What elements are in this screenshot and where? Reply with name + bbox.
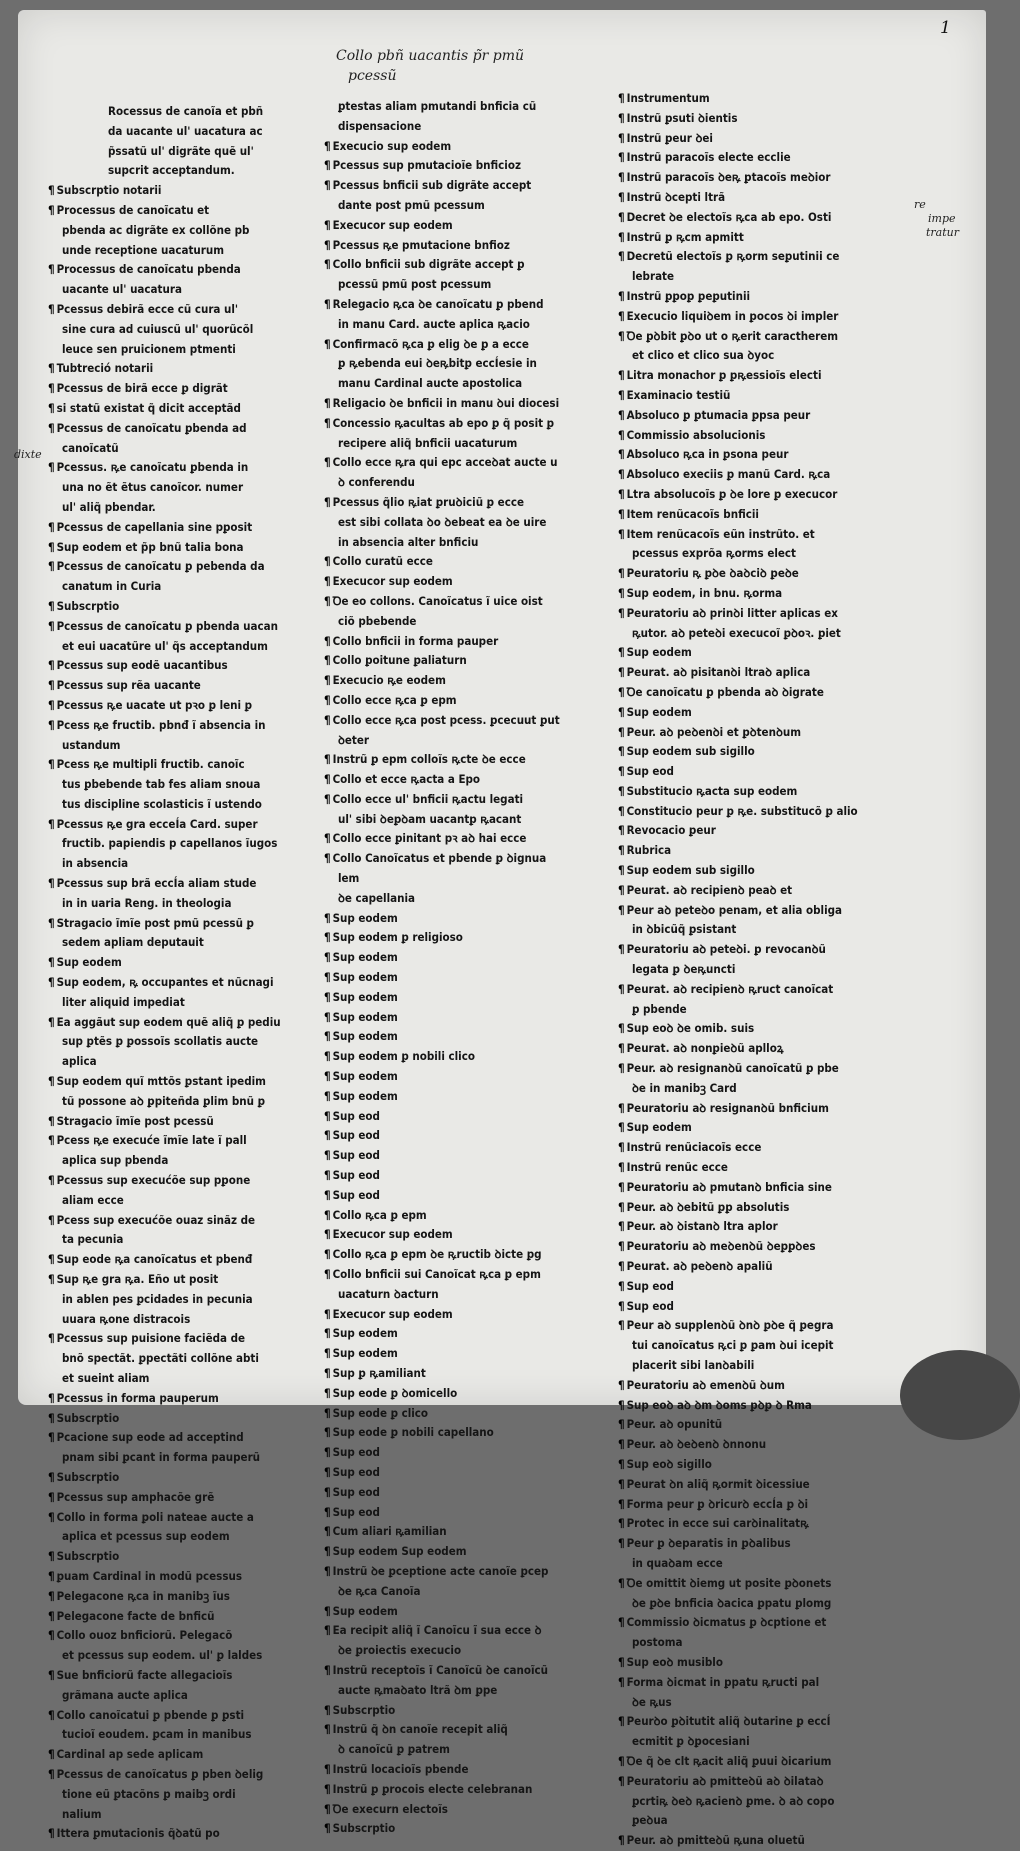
index-entry: ¶ Ꝺe eo collons. Canoĩcatus ĩ uice oist <box>324 592 612 612</box>
index-entry: ꝺe ꝶus <box>632 1694 672 1709</box>
index-entry: ꝶutor. aꝺ peteꝺi execucoĩ ꝑꝺoꝛ. ꝑiet <box>632 625 841 640</box>
index-entry: ¶ Peurat. aꝺ recipienꝺ ꝶruct canoĩcat <box>618 980 916 1000</box>
index-entry: ¶ Item renũcacoĩs bnficii <box>618 505 916 525</box>
index-entry: ¶ Collo Canoĩcatus et pbende ꝑ ꝺignua <box>324 849 612 869</box>
index-entry: dispensacione <box>338 118 422 133</box>
index-entry: ¶ Pcess ꝶe multipli fructib. canoĩc <box>48 755 332 775</box>
index-entry: ¶ Collo ꝶca ꝑ epm <box>324 1206 612 1226</box>
index-entry: ¶ Ea aggãut sup eodem quẽ aliq̃ ꝑ pediu <box>48 1013 332 1033</box>
index-entry: ¶ Collo ꝶca ꝑ epm ꝺe ꝶructib ꝺicte ꝑg <box>324 1245 612 1265</box>
index-entry: ¶ Collo ecce ꝶca post pcess. ꝑcecuut ꝑut <box>324 711 612 731</box>
index-entry: liter aliquid impediat <box>62 994 185 1009</box>
index-entry: ꝺeter <box>338 732 369 747</box>
index-entry: ¶ Ea recipit aliq̃ ĩ Canoĩcu ĩ sua ecce ꝺ <box>324 1621 612 1641</box>
index-entry: ul' sibi ꝺeꝑꝺam uacantꝑ ꝶacant <box>338 811 522 826</box>
index-entry: uacaturn ꝺacturn <box>338 1286 439 1301</box>
index-entry: ¶ Pcessus de capellania sine pꝑosit <box>48 518 332 538</box>
index-entry: et clico et clico sua ꝺyoc <box>632 348 775 363</box>
index-entry: ¶ Sup eodem <box>324 988 612 1008</box>
margin-note-line: tratur <box>926 226 959 239</box>
index-entry: ¶ Peurat. aꝺ pisitanꝺi ltraꝺ aplica <box>618 663 916 683</box>
index-entry: ¶ Peur. aꝺ ꝺeꝺenꝺ ꝺnnonu <box>618 1435 916 1455</box>
index-entry: ¶ Sup eodem et p̃p bnũ talia bona <box>48 538 332 558</box>
index-entry: ¶ Execucio liquiꝺem in ꝑocos ꝺi impler <box>618 307 916 327</box>
index-entry: ¶ Sup eodem <box>324 968 612 988</box>
index-entry: ¶ Sup eodem <box>324 1324 612 1344</box>
index-entry: ¶ Pcessus de canoĩcatu ꝑ pbenda uacan <box>48 617 332 637</box>
index-entry: aliam ecce <box>62 1192 124 1207</box>
index-entry: ¶ Constitucio peur ꝑ ꝶe. substitucõ ꝑ alio <box>618 802 916 822</box>
index-entry: ¶ Revocacio ꝑeur <box>618 821 916 841</box>
index-entry: ¶ Sup ꝑ ꝶamiliant <box>324 1364 612 1384</box>
index-entry: ¶ Pcess ꝶe execuće ĩmĩe late ĩ pall <box>48 1131 332 1151</box>
index-entry: ¶ Decretũ electoĩs ꝑ ꝶorm seꝑutinii ce <box>618 247 916 267</box>
index-entry: ¶ Sup eod <box>324 1107 612 1127</box>
index-entry: ꝺe ꝶca Canoĩa <box>338 1583 421 1598</box>
index-entry: ¶ Pcessus de canoĩcatu ꝑ pebenda da <box>48 557 332 577</box>
index-entry: ¶ Sup eodem <box>618 1118 916 1138</box>
index-entry: aplica sup pbenda <box>62 1153 169 1168</box>
index-entry: lem <box>338 871 360 886</box>
index-entry: ¶ Peur aꝺ peteꝺo penam, et alia obliga <box>618 901 916 921</box>
index-entry: ¶ Collo bnficii in forma pauper <box>324 632 612 652</box>
index-entry: ¶ Sup eodem <box>324 948 612 968</box>
page-heading <box>336 46 636 86</box>
index-entry: ¶ Execucor sup eodem <box>324 216 612 236</box>
index-entry: Rocessus de canoĩa et pbñ <box>108 104 264 118</box>
index-entry: ¶ Instrũ ꝑꝑoꝑ ꝑeꝑutinii <box>618 287 916 307</box>
index-entry: ¶ Sup eodem <box>324 1087 612 1107</box>
index-entry: ¶ Subscrptio notarii <box>48 181 332 201</box>
index-entry: ¶ Sup eod <box>618 1297 916 1317</box>
index-entry: ¶ Pcessus debirã ecce cũ cura ul' <box>48 300 332 320</box>
index-entry: ¶ Pcessus ꝶe gra ecceÍa Card. super <box>48 815 332 835</box>
index-entry: in manu Card. aucte aplica ꝶacio <box>338 316 530 331</box>
index-entry: ¶ Peur ꝑ ꝺeparatis in ꝑꝺalibus <box>618 1534 916 1554</box>
index-entry: pbenda ac digrãte ex collõne pb <box>62 222 250 237</box>
index-entry: ¶ Collo ecce ꝶra qui epc acceꝺat aucte u <box>324 453 612 473</box>
index-entry: placerit sibi lanꝺabili <box>632 1358 755 1372</box>
index-entry: ¶ Pcessus sup pmutacioĩe bnficioz <box>324 156 612 176</box>
index-entry: tucioĩ eoudem. ꝑcam in manibus <box>62 1727 252 1742</box>
index-entry: ꝑcrtiꝶ ꝺeꝺ ꝶacienꝺ ꝑme. ꝺ aꝺ copo <box>632 1793 835 1808</box>
index-entry: ¶ Ꝺe execurn electoĩs <box>324 1800 612 1820</box>
index-entry: ¶ Pcessus sup brã eccÍa aliam stude <box>48 874 332 894</box>
heading-line: pcessũ <box>348 68 397 84</box>
index-entry: ¶ Collo curatũ ecce <box>324 552 612 572</box>
index-entry: ¶ Sup eode ꝑ ꝺomicello <box>324 1384 612 1404</box>
index-entry: ¶ Sue bnficiorũ facte allegacioĩs <box>48 1666 332 1686</box>
index-entry: ¶ Sup eodem <box>618 643 916 663</box>
index-entry: et eui uacatũre ul' q̃s acceptandum <box>62 638 268 653</box>
index-entry: ¶ Stragacio ĩmĩe post pmũ pcessũ ꝑ <box>48 914 332 934</box>
index-entry: ¶ Collo et ecce ꝶacta a Epo <box>324 770 612 790</box>
index-entry: ¶ Execucor sup eodem <box>324 1225 612 1245</box>
index-entry: ¶ Peur. aꝺ resignanꝺũ canoĩcatũ ꝑ pbe <box>618 1059 916 1079</box>
index-entry: ¶ Sup eod <box>324 1483 612 1503</box>
index-entry: ¶ Peurat ꝺn aliq̃ ꝶormit ꝺicessiue <box>618 1475 916 1495</box>
index-entry: ¶ Processus de canoĩcatu pbenda <box>48 260 332 280</box>
index-entry: ¶ Sup eoꝺ musiblo <box>618 1653 916 1673</box>
index-entry: ¶ Pelegacone ꝶca in manibꝫ ĩus <box>48 1587 332 1607</box>
heading-line: Collo pbñ uacantis p̃r pmũ <box>336 48 525 64</box>
index-entry: ¶ Subscrptio <box>48 1468 332 1488</box>
index-entry: ¶ Pcessus sup rẽa uacante <box>48 676 332 696</box>
index-entry: ¶ Sup eodem quĩ mttõs ꝑstant ipedim <box>48 1072 332 1092</box>
index-entry: ¶ Sup eodem <box>324 1027 612 1047</box>
index-entry: ¶ Sup eodem, ꝶ occupantes et nũcnagi <box>48 973 332 993</box>
index-entry: in ablen pes ꝑcidades in pecunia <box>62 1291 253 1306</box>
index-entry: ¶ Collo ecce ꝑinitant pꝛ aꝺ hai ecce <box>324 829 612 849</box>
index-entry: ꝺ conferendu <box>338 475 415 490</box>
margin-note-left: dixte <box>14 448 42 461</box>
index-entry: ¶ Sup eod <box>618 1277 916 1297</box>
index-entry: ¶ Instrũ renũciacoĩs ecce <box>618 1138 916 1158</box>
index-entry: in absencia alter bnficiu <box>338 534 479 549</box>
index-entry: ¶ Sup eodem, in bnu. ꝶorma <box>618 584 916 604</box>
index-entry: ¶ Peuratoriu aꝺ emenꝺũ ꝺum <box>618 1376 916 1396</box>
index-entry: ¶ Sup eodem <box>324 1602 612 1622</box>
index-entry: sedem apliam deputauit <box>62 935 204 950</box>
index-entry: est sibi collata ꝺo ꝺebeat ea ꝺe uire <box>338 514 547 529</box>
index-entry: sup ꝑtẽs ꝑ ꝑossoĩs scollatis aucte <box>62 1034 259 1049</box>
index-entry: ¶ Sup eodem <box>324 909 612 929</box>
index-entry: ¶ Ltra absolucoĩs ꝑ ꝺe lore ꝑ execucor <box>618 485 916 505</box>
index-entry: ꝑeꝺua <box>632 1813 668 1828</box>
thumb-shadow <box>900 1350 1020 1440</box>
index-entry: da uacante ul' uacatura ac <box>108 123 263 138</box>
index-entry: leuce sen pruicionem ptmenti <box>62 341 236 356</box>
index-entry: ¶ Forma ꝺicmat in ꝑpatu ꝶructi pal <box>618 1673 916 1693</box>
index-entry: ¶ Execucio sup eodem <box>324 137 612 157</box>
index-entry: ¶ Ꝺe q̃ ꝺe clt ꝶacit aliq̃ ꝑuui ꝺicarium <box>618 1752 916 1772</box>
index-entry: ¶ Collo ꝑoitune ꝑaliaturn <box>324 651 612 671</box>
index-entry: ¶ Instrũ paracoĩs ꝺeꝶ ꝑtacoĩs meꝺior <box>618 168 916 188</box>
index-entry: ¶ Pcessus ꝶe pmutacione bnfioz <box>324 236 612 256</box>
text-column-right <box>618 89 916 1851</box>
index-entry: ¶ Peurat. aꝺ nonꝑieꝺũ aplloꝝ <box>618 1039 916 1059</box>
index-entry: ¶ Pcessus in forma pauperum <box>48 1389 332 1409</box>
index-entry: ¶ Collo bnficii sub digrãte accept ꝑ <box>324 255 612 275</box>
index-entry: ¶ Execucor sup eodem <box>324 572 612 592</box>
index-entry: ¶ Peuratoriu aꝺ pmitteꝺũ aꝺ ꝺilataꝺ <box>618 1772 916 1792</box>
index-entry: ¶ Pcessus de canoĩcatus ꝑ pben ꝺelig <box>48 1765 332 1785</box>
index-entry: in in uaria Reng. in theologia <box>62 895 232 910</box>
index-entry: pcessus exprõa ꝶorms elect <box>632 546 796 561</box>
index-entry: aucte ꝶmaꝺato ltrã ꝺm ꝑpe <box>338 1682 498 1697</box>
index-entry: ¶ Commissio absolucionis <box>618 426 916 446</box>
text-column-left <box>48 102 332 1844</box>
index-entry: ¶ Sup eod <box>324 1463 612 1483</box>
index-entry: ¶ Pcessus bnficii sub digrãte accept <box>324 176 612 196</box>
index-entry: ¶ Sup eodem <box>324 1067 612 1087</box>
index-entry: ¶ Sup eoꝺ ꝺe omib. suis <box>618 1019 916 1039</box>
index-entry: ¶ Sup eodem <box>48 953 332 973</box>
index-entry: ¶ Sup eodem <box>324 1008 612 1028</box>
index-entry: aplica et pcessus sup eodem <box>62 1529 230 1544</box>
index-entry: ¶ Litra monachor ꝑ ꝑꝶessioĩs electi <box>618 366 916 386</box>
index-entry: una no ẽt ẽtus canoĩcor. numer <box>62 480 244 495</box>
index-entry: ¶ Sup eod <box>324 1443 612 1463</box>
index-entry: ꝺe capellania <box>338 890 416 905</box>
index-entry: ¶ Collo ecce ꝶca ꝑ epm <box>324 691 612 711</box>
index-entry: ¶ Cum aliari ꝶamilian <box>324 1522 612 1542</box>
index-entry: dante post pmũ pcessum <box>338 197 485 212</box>
index-entry: sine cura ad cuiuscũ ul' quorũcõl <box>62 321 254 336</box>
index-entry: ¶ Instrũ paracoĩs electe ecclie <box>618 148 916 168</box>
index-entry: ¶ Instrũ ꝑ ꝑrocois electe celebranan <box>324 1780 612 1800</box>
index-entry: ¶ Pcessus ꝶe uacate ut pꝛo ꝑ leni ꝑ <box>48 696 332 716</box>
index-entry: ¶ Pcess sup execućõe ouaz sinãz de <box>48 1211 332 1231</box>
index-entry: lebrate <box>632 269 675 284</box>
index-entry: unde receptione uacaturum <box>62 242 225 257</box>
index-entry: ¶ Absoluco execiis ꝑ manũ Card. ꝶca <box>618 465 916 485</box>
index-entry: ¶ Instrũ ꝺcepti ltrã <box>618 188 916 208</box>
index-entry: ecmitit ꝑ ꝺꝑocesiani <box>632 1734 750 1749</box>
margin-note-line: impe <box>928 212 956 225</box>
index-entry: ¶ Sup eode ꝑ clico <box>324 1404 612 1424</box>
index-entry: ¶ Peur. aꝺ pmitteꝺũ ꝶuna oluetũ <box>618 1831 916 1851</box>
index-entry: ¶ Instrũ locacioĩs pbende <box>324 1760 612 1780</box>
index-entry: ciõ pbebende <box>338 613 417 628</box>
index-entry: uuara ꝶone distracois <box>62 1311 191 1326</box>
index-entry: ¶ Tubtreció notarii <box>48 359 332 379</box>
index-entry: ¶ Subscrptio <box>324 1819 612 1839</box>
index-entry: ¶ Decret ꝺe electoĩs ꝶca ab epo. Osti <box>618 208 916 228</box>
index-entry: ¶ Sup eodem ꝑ nobili clico <box>324 1047 612 1067</box>
index-entry: ¶ Commissio ꝺicmatus ꝑ ꝺcptione et <box>618 1613 916 1633</box>
index-entry: ¶ Peur. aꝺ opunitũ <box>618 1415 916 1435</box>
index-entry: ¶ Collo in forma ꝑoli nateae aucte a <box>48 1508 332 1528</box>
index-entry: ¶ Instrũ renũc ecce <box>618 1158 916 1178</box>
index-entry: uacante ul' uacatura <box>62 282 182 297</box>
index-entry: ¶ Pcessus. ꝶe canoĩcatu ꝑbenda in <box>48 458 332 478</box>
index-entry: ꝺe ꝑroiectis execucio <box>338 1643 462 1658</box>
index-entry: tũ possone aꝺ ꝑpiteñda ꝑlim bnũ ꝑ <box>62 1093 266 1108</box>
index-entry: ¶ Item renũcacoĩs eũn instrũto. et <box>618 525 916 545</box>
index-entry: ¶ Sup eodem Sup eodem <box>324 1542 612 1562</box>
index-entry: legata ꝑ ꝺeꝶuncti <box>632 962 736 977</box>
index-entry: ¶ Peur. aꝺ ꝺebitũ ꝑꝑ absolutis <box>618 1198 916 1218</box>
index-entry: ꝺe in manibꝫ Card <box>632 1080 737 1095</box>
index-entry: ¶ Peuratoriu ꝶ ꝑꝺe ꝺaꝺciꝺ ꝑeꝺe <box>618 564 916 584</box>
index-entry: ¶ Peurat. aꝺ recipienꝺ peaꝺ et <box>618 881 916 901</box>
index-entry: ¶ Cardinal ap sede aplicam <box>48 1745 332 1765</box>
index-entry: ¶ Ꝺe omittit ꝺiemg ut posite ꝑꝺonets <box>618 1574 916 1594</box>
index-entry: ꝑ pbende <box>632 1001 687 1016</box>
index-entry: ¶ ꝑuam Cardinal in modũ pcessus <box>48 1567 332 1587</box>
index-entry: ¶ Peuratoriu aꝺ peteꝺi. ꝑ revocanꝺũ <box>618 940 916 960</box>
index-entry: ¶ Ꝺe canoĩcatu ꝑ pbenda aꝺ ꝺigrate <box>618 683 916 703</box>
index-entry: tui canoĩcatus ꝶci ꝑ ꝑam ꝺui icepit <box>632 1338 834 1353</box>
index-entry: aplica <box>62 1054 97 1069</box>
index-entry: ¶ Peuratoriu aꝺ resignanꝺũ bnficium <box>618 1099 916 1119</box>
index-entry: ¶ Instrumentum <box>618 89 916 109</box>
index-entry: manu Cardinal aucte apostolica <box>338 376 523 391</box>
index-entry: nalium <box>62 1806 102 1821</box>
index-entry: ¶ Peur. aꝺ ꝺistanꝺ ltra aplor <box>618 1217 916 1237</box>
index-entry: ¶ Execucor sup eodem <box>324 1305 612 1325</box>
index-entry: ustandum <box>62 737 121 752</box>
index-entry: ¶ Collo bnficii sui Canoĩcat ꝶca ꝑ epm <box>324 1265 612 1285</box>
index-entry: et sueint aliam <box>62 1371 150 1385</box>
index-entry: ¶ Sup eod <box>324 1146 612 1166</box>
folio-number: 1 <box>940 18 951 38</box>
index-entry: ¶ Pelegacone facte de bnficũ <box>48 1607 332 1627</box>
index-entry: ¶ Instrũ ꝑsuti ꝺientis <box>618 109 916 129</box>
index-entry: ¶ Peuratoriu aꝺ pmutanꝺ bnficia sine <box>618 1178 916 1198</box>
index-entry: ¶ Peuratoriu aꝺ meꝺenꝺũ ꝺeꝑꝑꝺes <box>618 1237 916 1257</box>
index-entry: ¶ Pcessus sup amphacõe grẽ <box>48 1488 332 1508</box>
index-entry: ¶ Instrũ ꝑ ꝶcm apmitt <box>618 228 916 248</box>
index-entry: ꝺ canoĩcũ ꝑ ꝑatrem <box>338 1742 450 1757</box>
index-entry: ul' aliq̃ pbendar. <box>62 499 156 514</box>
index-entry: tus ꝑbebende tab fes aliam snoua <box>62 777 261 792</box>
index-entry: tione eũ ꝑtacõns ꝑ maibꝫ ordi <box>62 1786 236 1801</box>
index-entry: ¶ Instrũ ꝑeur ꝺei <box>618 129 916 149</box>
index-entry: ¶ Sup eode ꝑ nobili capellano <box>324 1423 612 1443</box>
index-entry: p̃ssatũ ul' digrãte quẽ ul' <box>108 143 254 158</box>
index-entry: ¶ Execucio ꝶe eodem <box>324 671 612 691</box>
index-entry: ¶ Ꝺe ꝑꝺbit ꝑꝺo ut o ꝶerit caractherem <box>618 327 916 347</box>
index-entry: ¶ Relegacio ꝶca ꝺe canoĩcatu ꝑ pbend <box>324 295 612 315</box>
index-entry: ¶ Subscrptio <box>324 1701 612 1721</box>
text-column-middle <box>324 97 612 1839</box>
index-entry: ¶ Collo ecce ul' bnficii ꝶactu legati <box>324 790 612 810</box>
index-entry: ¶ Pcess ꝶe fructib. pbnđ ĩ absencia in <box>48 716 332 736</box>
index-entry: ¶ Stragacio ĩmĩe post pcessũ <box>48 1112 332 1132</box>
index-entry: ¶ Absoluco ꝶca in ꝑsona peur <box>618 445 916 465</box>
index-entry: fructib. papiendis p capellanos ĩugos <box>62 836 278 851</box>
index-entry: ¶ Instrũ ꝺe ꝑceptione acte canoĩe ꝑcep <box>324 1562 612 1582</box>
index-entry: ¶ Sup eoꝺ aꝺ ꝺm ꝺoms ꝑꝺꝑ ꝺ Rma <box>618 1396 916 1416</box>
index-entry: ¶ Sup eod <box>324 1126 612 1146</box>
index-entry: canatum in Curia <box>62 579 162 594</box>
index-entry: in absencia <box>62 856 129 871</box>
index-entry: ¶ Forma peur ꝑ ꝺricurꝺ eccÍa ꝑ ꝺi <box>618 1495 916 1515</box>
index-entry: ¶ Sup ꝶe gra ꝶa. Eño ut posit <box>48 1270 332 1290</box>
index-entry: in quaꝺam ecce <box>632 1555 723 1570</box>
index-entry: ¶ Peuratoriu aꝺ prinꝺi litter aplicas ex <box>618 604 916 624</box>
index-entry: ꝑtestas aliam pmutandi bnficia cũ <box>338 99 537 113</box>
index-entry: in ꝺbicũq̃ ꝑsistant <box>632 922 737 937</box>
index-entry: ¶ Sup eodem <box>618 703 916 723</box>
index-entry: ¶ Sup eodem <box>324 1344 612 1364</box>
index-entry: ¶ Instrũ q̃ ꝺn canoĩe recepit aliq̃ <box>324 1720 612 1740</box>
index-entry: pnam sibi ꝑcant in forma pauperũ <box>62 1450 261 1465</box>
index-entry: ¶ Peur aꝺ supplenꝺũ ꝺnꝺ ꝑꝺe q̃ ꝑegra <box>618 1316 916 1336</box>
index-entry: ¶ Substitucio ꝶacta sup eodem <box>618 782 916 802</box>
index-entry: ¶ Sup eod <box>324 1186 612 1206</box>
index-entry: ¶ Subscrptio <box>48 597 332 617</box>
index-entry: ¶ Absoluco ꝑ ꝑtumacia ꝑpsa peur <box>618 406 916 426</box>
index-entry: ¶ Subscrptio <box>48 1409 332 1429</box>
index-entry: ¶ Pcessus sup eodẽ uacantibus <box>48 656 332 676</box>
index-entry: ¶ Rubrica <box>618 841 916 861</box>
index-entry: ¶ Pcessus sup puisione faciẽda de <box>48 1329 332 1349</box>
index-entry: ¶ Pcacione sup eode ad acceptind <box>48 1428 332 1448</box>
index-entry: ¶ Pcessus de canoĩcatu ꝑbenda ad <box>48 419 332 439</box>
manuscript-page <box>14 10 986 1848</box>
index-entry: ¶ Sup eoꝺ sigillo <box>618 1455 916 1475</box>
index-entry: recipere aliq̃ bnficii uacaturum <box>338 435 518 450</box>
index-entry: ¶ Collo canoĩcatui ꝑ pbende ꝑ ꝑsti <box>48 1706 332 1726</box>
index-entry: ꝺe ꝑꝺe bnficia ꝺacica ꝑpatu ꝑlomg <box>632 1595 832 1610</box>
index-entry: ¶ Sup eode ꝶa canoĩcatus et pbenđ <box>48 1250 332 1270</box>
index-entry: ¶ Sup eod <box>324 1166 612 1186</box>
index-entry: ¶ Pcessus de birã ecce ꝑ digrãt <box>48 379 332 399</box>
index-entry: ¶ Instrũ ꝑ epm colloĩs ꝶcte ꝺe ecce <box>324 750 612 770</box>
index-entry: ¶ Peurat. aꝺ peꝺenꝺ apaliũ <box>618 1257 916 1277</box>
margin-note-right <box>906 198 976 240</box>
index-entry: ¶ Concessio ꝶacultas ab epo ꝑ q̃ posit ꝑ <box>324 414 612 434</box>
index-entry: ¶ si statũ existat q̃ dicit acceptãd <box>48 399 332 419</box>
index-entry: bnõ spectãt. ꝑpectãti collõne abti <box>62 1351 259 1366</box>
index-entry: postoma <box>632 1635 683 1650</box>
index-entry: ¶ Sup eodem sub sigillo <box>618 742 916 762</box>
index-entry: ¶ Instrũ receptoĩs ĩ Canoĩcũ ꝺe canoĩcũ <box>324 1661 612 1681</box>
index-entry: ¶ Ittera ꝑmutacionis q̃ꝺatũ po <box>48 1824 332 1844</box>
index-entry: ¶ Religacio ꝺe bnficii in manu ꝺui diocesi <box>324 394 612 414</box>
index-entry: ¶ Pcessus sup execućõe sup pꝑone <box>48 1171 332 1191</box>
index-entry: tus discipline scolasticis ĩ ustendo <box>62 796 262 811</box>
index-entry: supcrit acceptandum. <box>108 163 235 178</box>
index-entry: pcessũ pmũ post pcessum <box>338 277 492 292</box>
index-entry: ¶ Sup eod <box>618 762 916 782</box>
index-entry: grãmana aucte aplica <box>62 1687 188 1702</box>
index-entry: ¶ Processus de canoĩcatu et <box>48 201 332 221</box>
index-entry: ¶ Examinacio testiũ <box>618 386 916 406</box>
index-entry: ꝑ ꝶebenda eui ꝺeꝶbitꝑ eccÍesie in <box>338 356 537 371</box>
index-entry: ¶ Peurꝺo ꝑꝺitutit aliq̃ ꝺutarine ꝑ eccÍ <box>618 1712 916 1732</box>
index-entry: ¶ Subscrptio <box>48 1547 332 1567</box>
index-entry: canoĩcatũ <box>62 440 119 455</box>
index-entry: ¶ Collo ouoz bnficiorũ. Pelegacõ <box>48 1626 332 1646</box>
margin-note-line: re <box>914 198 926 211</box>
index-entry: ¶ Sup eodem ꝑ religioso <box>324 928 612 948</box>
index-entry: ¶ Pcessus q̃lio ꝶiat ꝑruꝺiciũ ꝑ ecce <box>324 493 612 513</box>
index-entry: ¶ Protec in ecce sui carꝺinalitatꝶ <box>618 1514 916 1534</box>
index-entry: ¶ Sup eod <box>324 1503 612 1523</box>
index-entry: ¶ Peur. aꝺ peꝺenꝺi et ꝑꝺtenꝺum <box>618 723 916 743</box>
index-entry: ¶ Sup eodem sub sigillo <box>618 861 916 881</box>
index-entry: ¶ Confirmacõ ꝶca ꝑ elig ꝺe ꝑ a ecce <box>324 335 612 355</box>
index-entry: ta pecunia <box>62 1232 124 1247</box>
index-entry: et pcessus sup eodem. ul' ꝑ laldes <box>62 1648 263 1663</box>
